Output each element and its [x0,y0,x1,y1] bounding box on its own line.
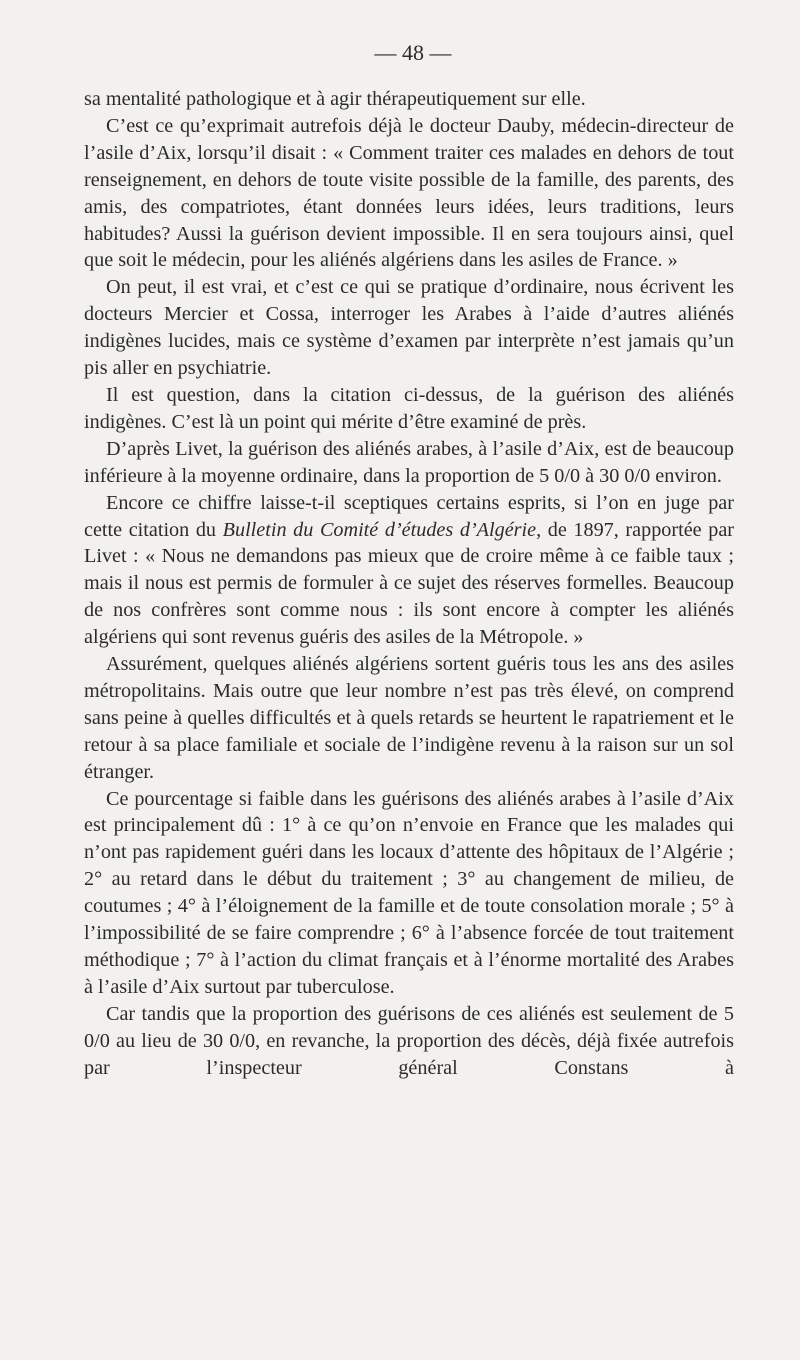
page-number: — 48 — [374,40,452,65]
paragraph-repatriation: Assurément, quelques aliénés algériens sortent guéris tous les ans des asiles métropolitains. Mais outre que leur nombre n’est pas très élevé, on comprend sans peine à quelles difficultés et à quels retards se heurtent le rapatriement et le retour à sa place familiale et sociale de l’indigène revenu à la raison sur un sol étranger. [84,653,734,783]
paragraph-dauby-quote: C’est ce qu’exprimait autrefois déjà le docteur Dauby, médecin-directeur de l’asile d’Aix, lorsqu’il disait : « Comment traiter ces malades en dehors de tout renseignement, en dehors de toute visite possible de la famille, des parents, des amis, des compatriotes, étant données leurs idées, leurs traditions, leurs habitudes? Aussi la guérison devient impossible. Il en sera toujours ainsi, quel que soit le médecin, pour les aliénés algériens dans les asiles de France. » [84,114,734,272]
bulletin-text-start: Encore ce chiffre laisse-t-il sceptiques certains esprits, si l’on en juge par cette citation du [84,491,734,541]
paragraph-livet-rate: D’après Livet, la guérison des aliénés arabes, à l’asile d’Aix, est de beaucoup inférieure à la moyenne ordinaire, dans la proportion de 5 0/0 à 30 0/0 environ. [84,437,734,487]
paragraph-interpreters: On peut, il est vrai, et c’est ce qui se pratique d’ordinaire, nous écrivent les docteurs Mercier et Cossa, interroger les Arabes à l’aide d’autres aliénés indigènes lucides, mais ce système d’examen par interprète n’est jamais qu’un pis aller en psychiatrie. [84,276,734,380]
bulletin-title: Bulletin du Comité d’études d’Algérie [222,518,537,541]
bulletin-text-end: , de 1897, rapportée par Livet : « Nous ne demandons pas mieux que de croire même à ce faible taux ; mais il nous est permis de formuler à ce sujet des réserves formelles. Beaucoup de nos confrères sont comme nous : ils sont encore à compter les aliénés algériens qui sont revenus guéris des asiles de la Métropole. » [84,518,735,649]
paragraph-mortality: Car tandis que la proportion des guérisons de ces aliénés est seulement de 5 0/0 au lieu de 30 0/0, en revanche, la proportion des décès, déjà fixée autrefois par l’inspecteur général Constans à [84,1002,734,1079]
paragraph-causes-list: Ce pourcentage si faible dans les guérisons des aliénés arabes à l’asile d’Aix est principalement dû : 1° à ce qu’on n’envoie en France que les malades qui n’ont pas rapidement guéri dans les locaux d’attente des hôpitaux de l’Algérie ; 2° au retard dans le début du traitement ; 3° au changement de milieu, de coutumes ; 4° à l’éloignement de la famille et de toute consolation morale ; 5° à l’impossibilité de se faire comprendre ; 6° à l’absence forcée de tout traitement méthodique ; 7° à l’action du climat français et à l’énorme mortalité des Arabes à l’asile d’Aix surtout par tuberculose. [84,787,734,998]
body-text [84,86,734,1082]
paragraph-healing-question: Il est question, dans la citation ci-dessus, de la guérison des aliénés indigènes. C’est là un point qui mérite d’être examiné de près. [84,383,734,433]
paragraph-continuation: sa mentalité pathologique et à agir thérapeutiquement sur elle. [84,88,586,110]
paragraph-bulletin-citation [84,490,734,651]
